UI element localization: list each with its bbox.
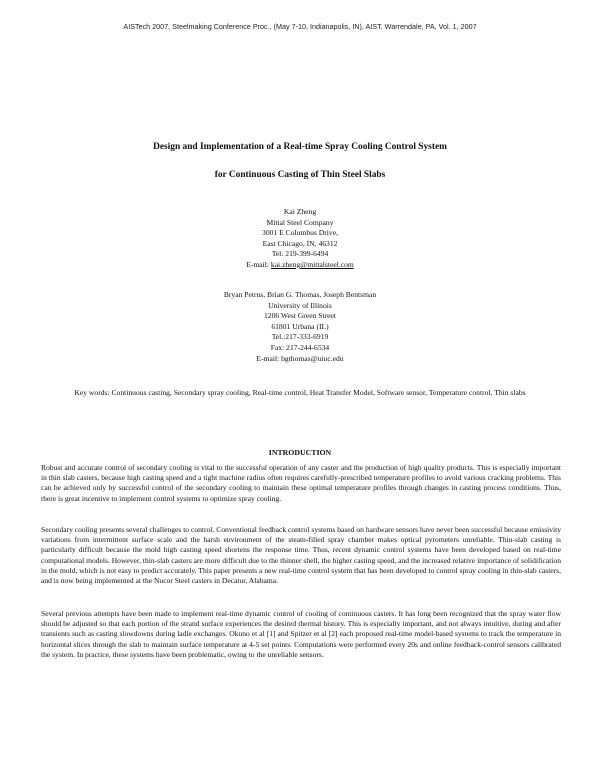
coauthor-telephone: Tel.:217-333-6919 [271, 332, 329, 342]
coauthor-street: 1206 West Green Street [263, 311, 336, 321]
author-email-line [0, 260, 600, 271]
paper-title-line-1: Design and Implementation of a Real-time Spray Cooling Control System [153, 142, 447, 152]
intro-paragraph-3: Several previous attempts have been made to implement real-time dynamic control of cooling of continuous casters. It has long been recognized that the spray water flow should be adjusted so that each portion of the strand surface experiences the desired thermal history. This is especially important, and not always intuitive, during and after transients such as casting slowdowns during ladle exchanges. Okuno et al [1] and Spitzer et al [2] each proposed real-time model-based systems to track the temperature in horizontal slices through the slab to maintain surface temperature at 4-5 set points. Computations were performed every 20s and online feedback-control sensors calibrated the system. In practice, these systems have been problematic, owing to the unreliable sensors. [41, 609, 561, 659]
author-telephone: Tel: 219-399-6494 [271, 249, 329, 259]
author-city: East Chicago, IN, 46312 [262, 238, 338, 248]
coauthor-organization: University of Illinois [268, 300, 332, 310]
coauthor-city: 61801 Urbana (IL) [271, 321, 329, 331]
coauthor-names: Bryan Petrus, Brian G. Thomas, Joseph Bentsman [223, 290, 377, 299]
author-organization: Mittal Steel Company [266, 217, 334, 227]
coauthor-email: E-mail: bgthomas@uiuc.edu [256, 353, 344, 363]
keywords: Key words: Continuous casting, Secondary spray cooling, Real-time control, Heat Transfer Model, Software sensor, Temperature control, Thin slabs [74, 388, 526, 397]
email-label: E-mail: [246, 259, 271, 269]
conference-header: AISTech 2007, Steelmaking Conference Proc., (May 7-10, Indianapolis, IN), AIST, Warrendale, PA, Vol. 1, 2007 [123, 22, 477, 31]
author-name: Kai Zheng [283, 207, 317, 216]
intro-paragraph-2: Secondary cooling presents several challenges to control. Conventional feedback control systems based on hardware sensors have never been successful because emissivity variations from intermittent surface scale and the harsh environment of the steam-filled spray chamber makes optical pyrometers unreliable. Thin-slab casting is particularly difficult because the mold high casting speed shortens the response time. Thus, recent dynamic control systems have been developed based on real-time computational models. However, thin-slab casters are more difficult due to the thinner shell, the higher casting speed, and the increased relative importance of solidification in the mold, which is not easy to predict accurately. This paper presents a new real-time control system that has been developed to control spray cooling in thin-slab casters, and is now being implemented at the Nucor Steel casters in Decatur, Alabama. [41, 525, 561, 586]
coauthor-fax: Fax: 217-244-6534 [270, 342, 330, 352]
author-block-1 [0, 207, 600, 271]
author-block-2 [0, 290, 600, 364]
author-email-link[interactable]: kai.zheng@mittalsteel.com [270, 259, 354, 269]
intro-paragraph-1: Robust and accurate control of secondary cooling is vital to the successful operation of any caster and the production of high quality products. This is especially important in thin slab casters, because high casting speed and a tight machine radius often requires carefully-prescribed temperature profiles to avoid various cracking problems. This can be achieved only by successful control of the secondary cooling to maintain these optimal temperature profiles through changes in casting process conditions. Thus, there is great incentive to implement control systems to optimize spray cooling. [41, 463, 561, 503]
paper-title-line-2: for Continuous Casting of Thin Steel Slabs [214, 170, 386, 180]
introduction-heading: INTRODUCTION [268, 448, 332, 457]
author-street: 3001 E Columbus Drive, [262, 228, 338, 238]
